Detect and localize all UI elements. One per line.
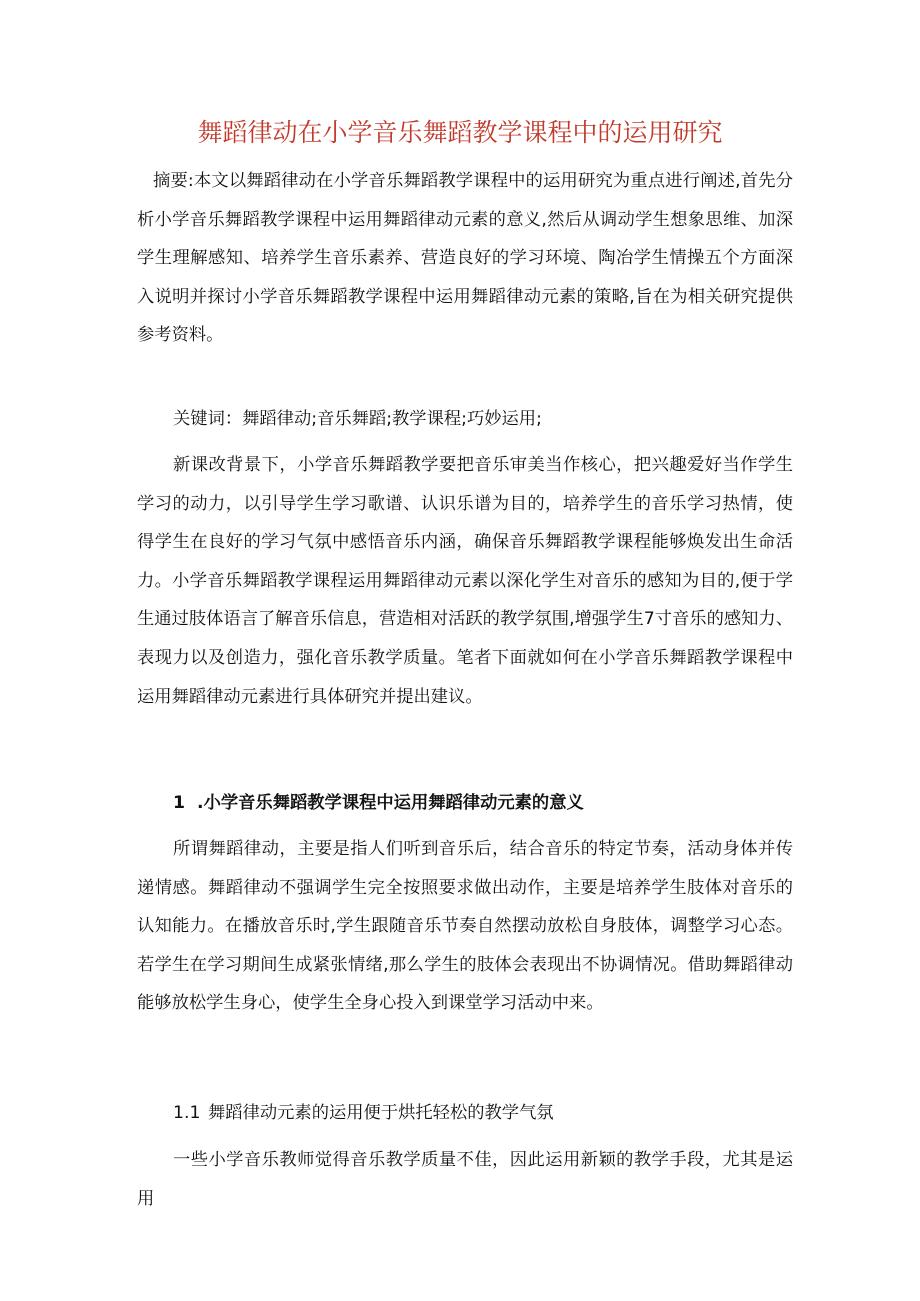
- section-1-paragraph: 所谓舞蹈律动，主要是指人们听到音乐后，结合音乐的特定节奏，活动身体并传递情感。舞蹈律动不强调学生完全按照要求做出动作，主要是培养学生肢体对音乐的认知能力。在播放音乐时,学生跟随音乐节奏自然摆动放松自身肢体，调整学习心态。若学生在学习期间生成紧张情绪,那么学生的肢体会表现出不协调情况。借助舞蹈律动能够放松学生身心，使学生全身心投入到课堂学习活动中来。: [137, 839, 793, 1014]
- section-1-1-heading-text: 舞蹈律动元素的运用便于烘托轻松的教学气氛: [208, 1103, 554, 1123]
- section-1-1-paragraph: 一些小学音乐教师觉得音乐教学质量不佳，因此运用新颖的教学手段，尤其是运用: [137, 1150, 793, 1209]
- intro-paragraph: 新课改背景下，小学音乐舞蹈教学要把音乐审美当作核心，把兴趣爱好当作学生学习的动力，以引导学生学习歌谱、认识乐谱为目的，培养学生的音乐学习热情，使得学生在良好的学习气氛中感悟音乐内涵，确保音乐舞蹈教学课程能够焕发出生命活力。小学音乐舞蹈教学课程运用舞蹈律动元素以深化学生对音乐的感知为目的,便于学生通过肢体语言了解音乐信息，营造相对活跃的教学氛围,增强学生7寸音乐的感知力、表现力以及创造力，强化音乐教学质量。笔者下面就如何在小学音乐舞蹈教学课程中运用舞蹈律动元素进行具体研究并提出建议。: [137, 455, 793, 707]
- section-1-number: 1: [173, 793, 186, 813]
- section-1-1-number: 1.1: [173, 1103, 201, 1123]
- section-1-heading: [173, 784, 793, 822]
- abstract-paragraph: 摘要:本文以舞蹈律动在小学音乐舞蹈教学课程中的运用研究为重点进行阐述,首先分析小学音乐舞蹈教学课程中运用舞蹈律动元素的意义,然后从调动学生想象思维、加深学生理解感知、培养学生音乐素养、营造良好的学习环境、陶冶学生情操五个方面深入说明并探讨小学音乐舞蹈教学课程中运用舞蹈律动元素的策略,旨在为相关研究提供参考资料。: [137, 171, 793, 346]
- document-title: 舞蹈律动在小学音乐舞蹈教学课程中的运用研究: [197, 118, 723, 147]
- section-1-heading-text: .小学音乐舞蹈教学课程中运用舞蹈律动元素的意义: [197, 793, 584, 813]
- keywords-line: 关键词：舞蹈律动;音乐舞蹈;教学课程;巧妙运用;: [173, 409, 542, 429]
- section-1-1-heading: [173, 1094, 793, 1132]
